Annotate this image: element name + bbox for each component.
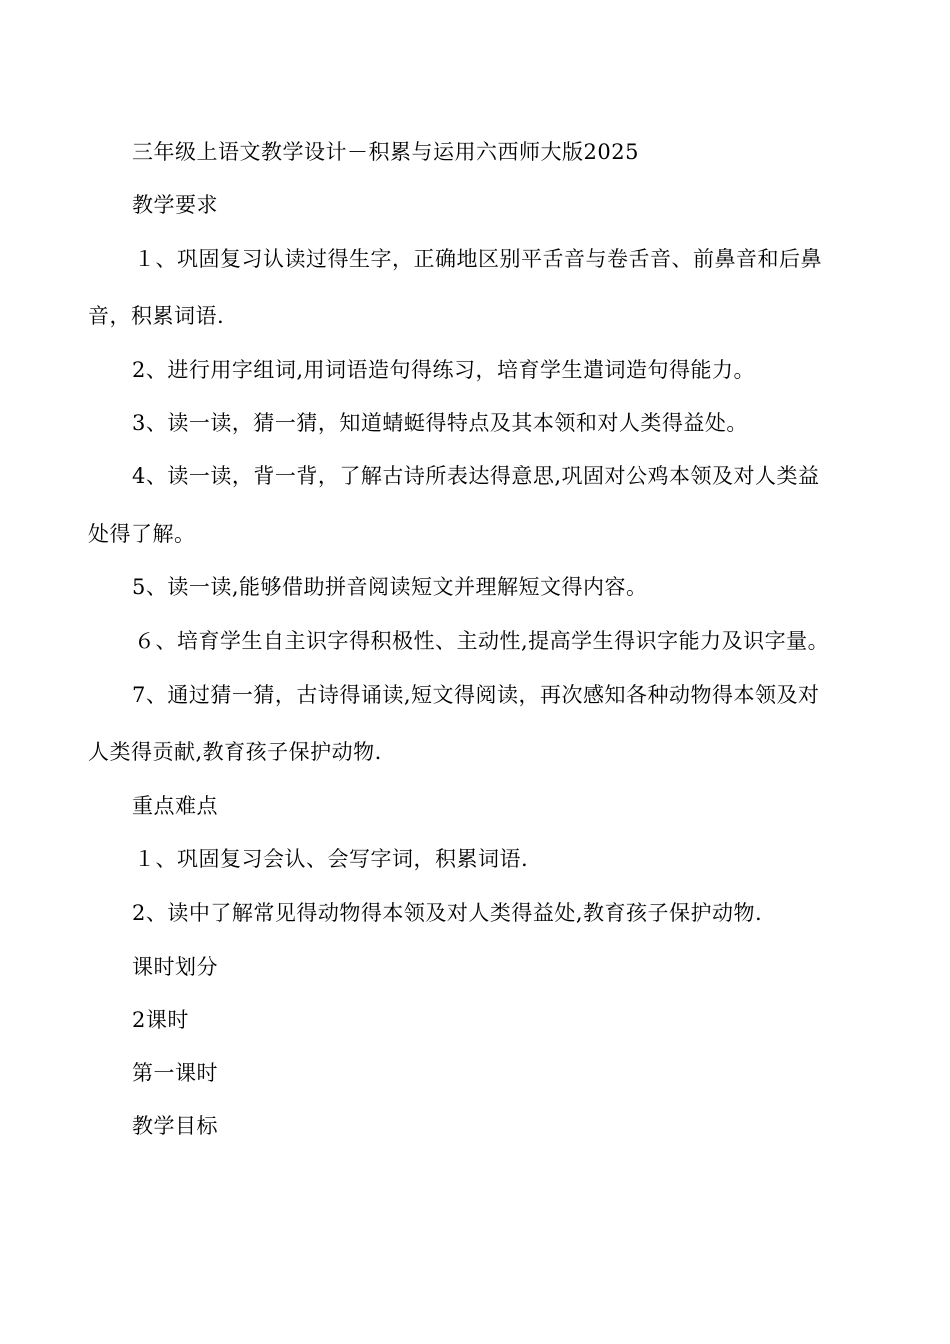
requirement-4-line-2: 处得了解。 bbox=[88, 522, 196, 546]
document-title: 三年级上语文教学设计－积累与运用六西师大版2025 bbox=[132, 140, 639, 164]
requirement-1-line-1: １、巩固复习认读过得生字，正确地区别平舌音与卷舌音、前鼻音和后鼻 bbox=[134, 247, 822, 271]
objectives-heading: 教学目标 bbox=[132, 1114, 218, 1138]
requirement-7-line-1: 7、通过猜一猜，古诗得诵读,短文得阅读，再次感知各种动物得本领及对 bbox=[132, 683, 820, 707]
requirement-4-line-1: 4、读一读，背一背，了解古诗所表达得意思,巩固对公鸡本领及对人类益 bbox=[132, 464, 820, 488]
key-point-2: 2、读中了解常见得动物得本领及对人类得益处,教育孩子保护动物. bbox=[132, 901, 763, 925]
key-points-heading: 重点难点 bbox=[132, 794, 218, 818]
requirement-5: 5、读一读,能够借助拼音阅读短文并理解短文得内容。 bbox=[132, 575, 648, 599]
requirement-1-line-2: 音，积累词语. bbox=[88, 304, 225, 328]
requirement-2: 2、进行用字组词,用词语造句得练习，培育学生遣词造句得能力。 bbox=[132, 358, 756, 382]
requirement-6: ６、培育学生自主识字得积极性、主动性,提高学生得识字能力及识字量。 bbox=[134, 629, 830, 653]
requirement-7-line-2: 人类得贡献,教育孩子保护动物. bbox=[88, 740, 382, 764]
schedule-heading: 课时划分 bbox=[132, 955, 218, 979]
requirement-3: 3、读一读，猜一猜，知道蜻蜓得特点及其本领和对人类得益处。 bbox=[132, 411, 748, 435]
lesson-heading: 第一课时 bbox=[132, 1061, 218, 1085]
key-point-1: １、巩固复习会认、会写字词，积累词语. bbox=[134, 847, 529, 871]
requirements-heading: 教学要求 bbox=[132, 193, 218, 217]
schedule-value: 2课时 bbox=[132, 1008, 189, 1032]
